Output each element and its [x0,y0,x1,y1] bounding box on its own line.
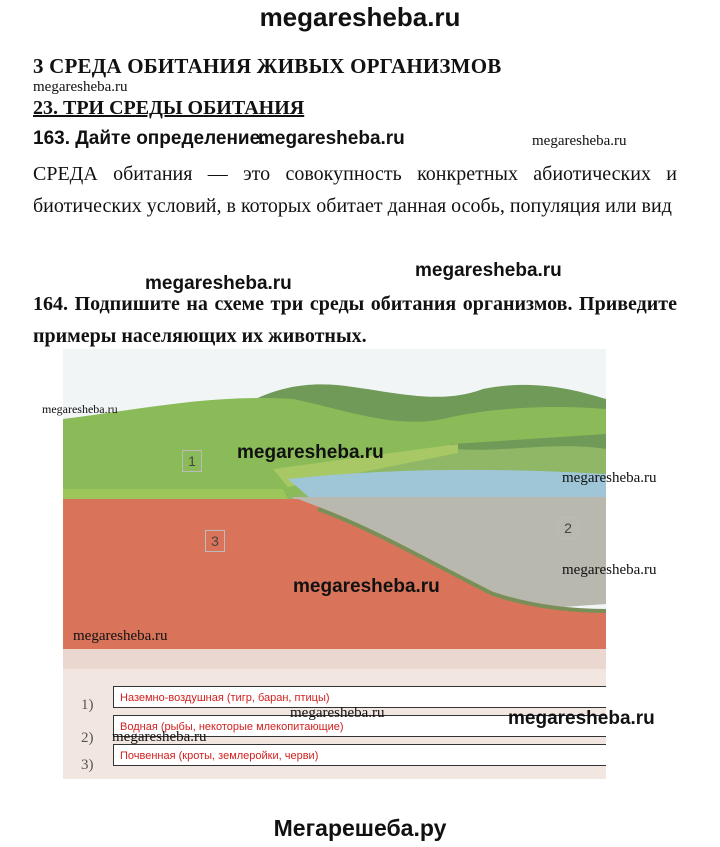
zone-label-1: 1 [182,450,202,472]
watermark: megaresheba.ru [42,402,118,416]
watermark: megaresheba.ru [258,128,405,149]
task-163-answer: СРЕДА обитания — это совокупность конкретных абиотических и биотических условий, в которых обитает данная особь, популяция или вид [33,163,677,217]
answer-number-1: 1) [81,697,94,713]
watermark: megaresheba.ru [415,260,562,281]
watermark: megaresheba.ru [112,729,207,745]
answer-number-3: 3) [81,757,94,773]
site-watermark-top: megaresheba.ru [259,2,461,32]
watermark: megaresheba.ru [562,470,657,486]
watermark: megaresheba.ru [562,562,657,578]
watermark: megaresheba.ru [293,576,440,597]
watermark: megaresheba.ru [33,79,128,95]
watermark: megaresheba.ru [290,705,385,721]
zone-label-3: 3 [205,530,225,552]
chapter-title: 3 СРЕДА ОБИТАНИЯ ЖИВЫХ ОРГАНИЗМОВ [33,54,502,78]
answer-number-2: 2) [81,730,94,746]
answer-field-2: Водная (рыбы, некоторые млекопитающие) [113,715,606,737]
task-164-heading: 164. Подпишите на схеме три среды обитания организмов. Приведите примеры населяющих их животных. [33,293,677,347]
answer-field-3: Почвенная (кроты, землеройки, черви) [113,744,606,766]
site-watermark-bottom: Мегарешеба.ру [273,815,447,841]
task-163-heading: 163. Дайте определение. [33,128,266,149]
section-title: 23. ТРИ СРЕДЫ ОБИТАНИЯ [33,97,305,119]
watermark: megaresheba.ru [145,273,292,294]
answer-field-1: Наземно-воздушная (тигр, баран, птицы) [113,686,606,708]
watermark: megaresheba.ru [73,628,168,644]
watermark: megaresheba.ru [237,442,384,463]
zone-label-2: 2 [558,517,578,539]
watermark: megaresheba.ru [532,133,627,149]
watermark: megaresheba.ru [508,708,655,729]
